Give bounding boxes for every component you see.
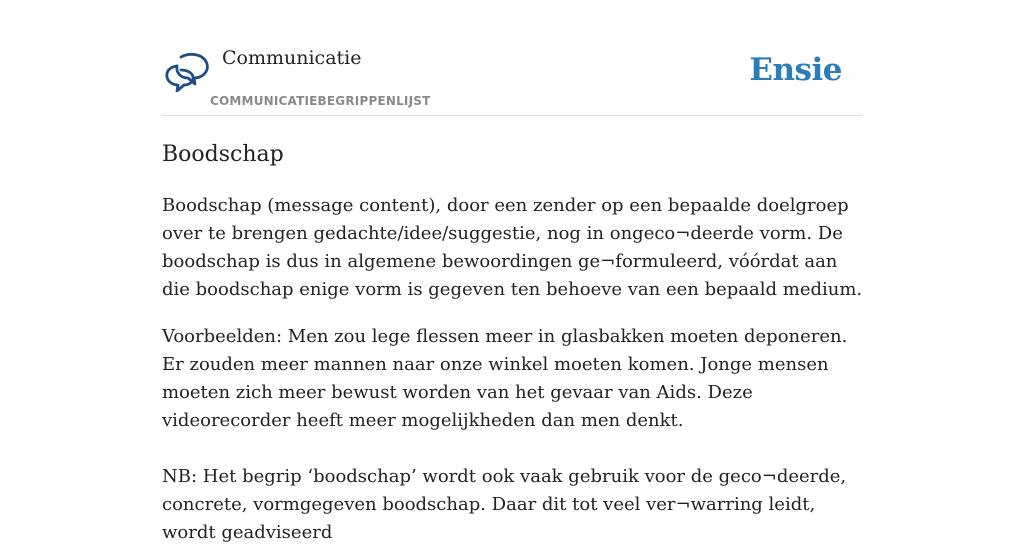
article-paragraph-note: NB: Het begrip ‘boodschap’ wordt ook vaak gebruik voor de geco¬deerde, concrete, vormgegeven boodschap. Daar dit tot veel ver¬warring leidt, wordt geadviseerd <box>162 466 847 543</box>
book-subtitle: COMMUNICATIEBEGRIPPENLIJST <box>210 94 431 108</box>
book-title-link[interactable]: Communicatie <box>222 47 362 69</box>
page-header <box>162 0 862 116</box>
article-paragraph-examples: Voorbeelden: Men zou lege flessen meer in glasbakken moeten deponeren. Er zouden meer mannen naar onze winkel moeten komen. Jonge mensen moeten zich meer bewust worden van het gevaar van Aids. Deze videorecorder heeft meer mogelijkheden dan men denkt. <box>162 326 848 431</box>
speech-bubbles-icon[interactable] <box>164 50 210 92</box>
article-title: Boodschap <box>162 142 284 167</box>
article-paragraph-definition: Boodschap (message content), door een zender op een bepaalde doelgroep over te brengen gedachte/idee/suggestie, nog in ongeco¬deerde vorm. De boodschap is dus in algemene bewoordingen ge¬formuleerd, vóórdat aan die boodschap enige vorm is gegeven ten behoeve van een bepaald medium. <box>162 195 863 300</box>
brand-logo[interactable]: Ensie <box>749 52 842 88</box>
page <box>162 0 863 543</box>
